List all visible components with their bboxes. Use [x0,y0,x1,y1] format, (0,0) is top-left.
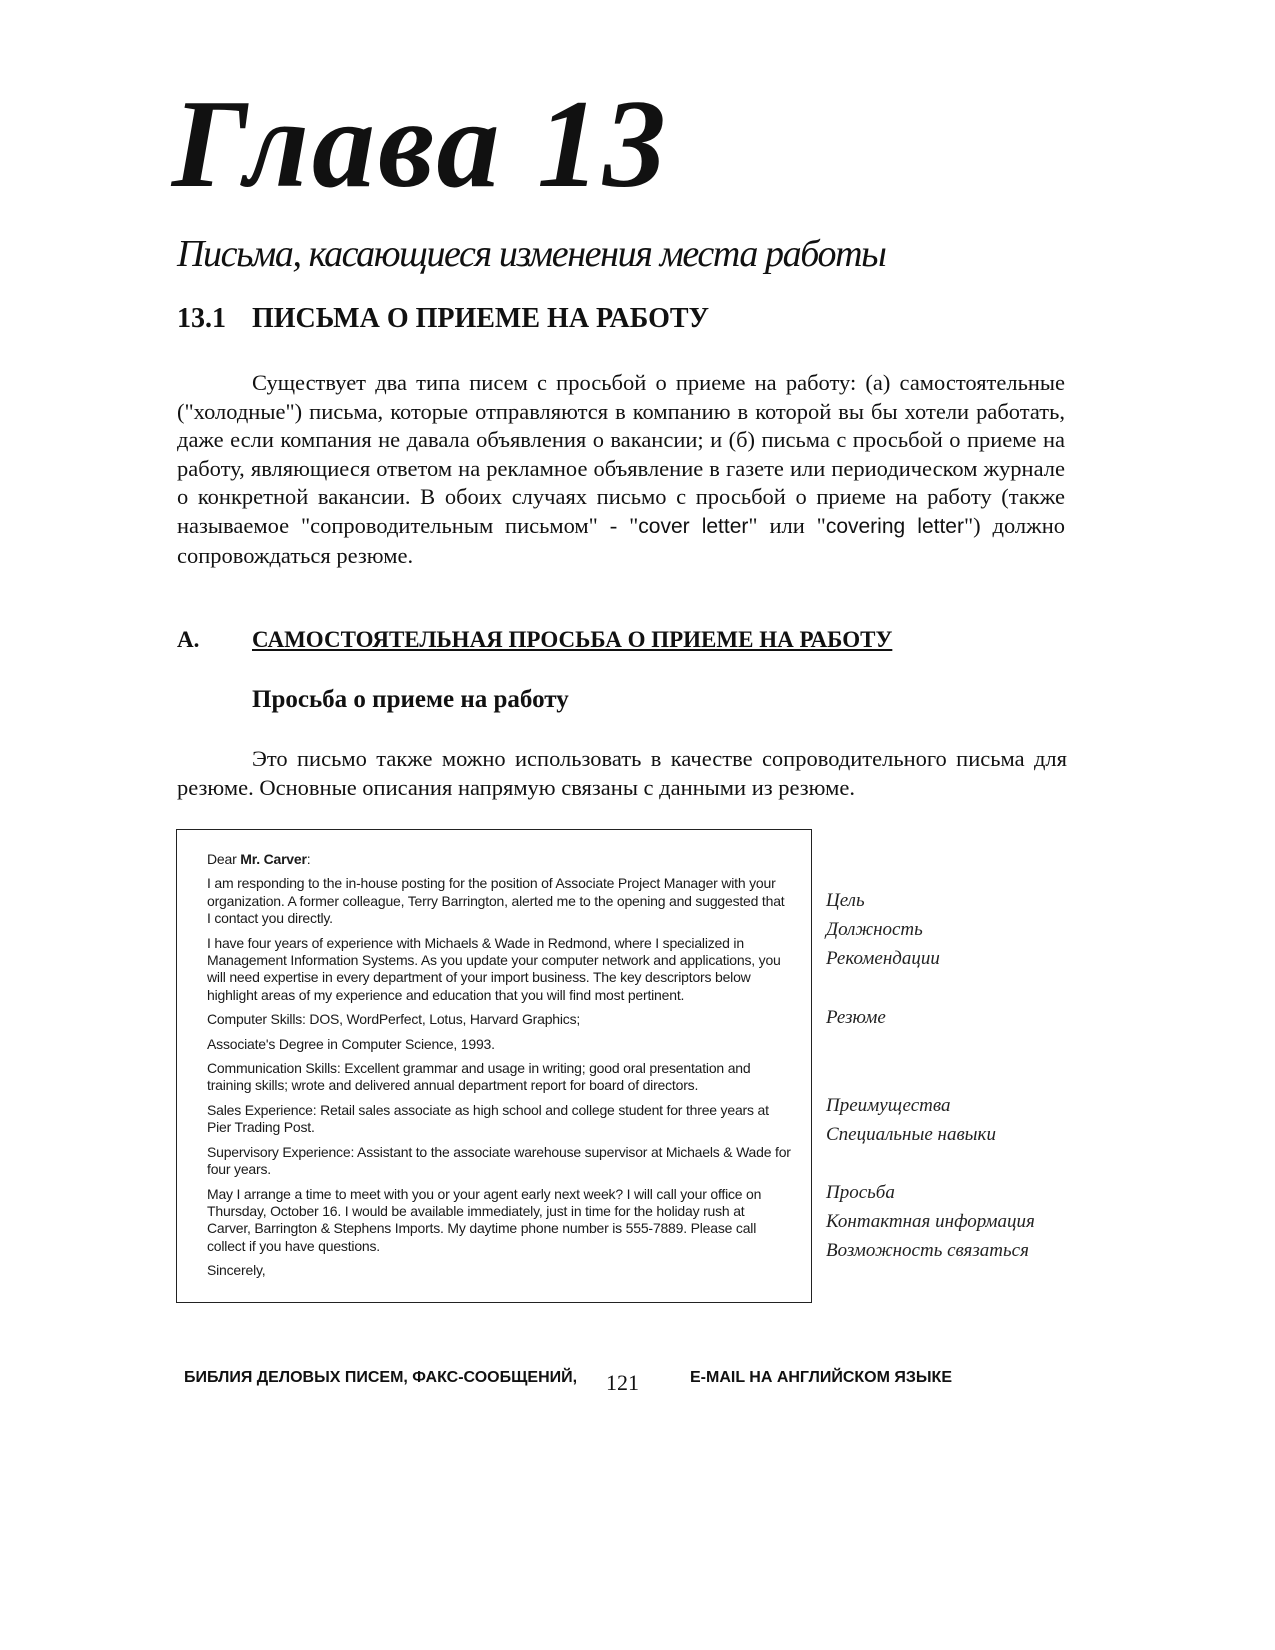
intro-text-between: " или " [748,512,826,538]
letter-salutation [207,851,791,868]
margin-note-contact-info: Контактная информация [826,1211,1035,1232]
salutation-prefix: Dear [207,851,241,867]
letter-paragraph-experience: I have four years of experience with Michaels & Wade in Redmond, where I specialized in Management Information Systems. As you update your computer network and applications, you will need expertise in every department of your import business. The key descriptors below highlight areas of my experience and education that you will find most pertinent. [207,934,781,1003]
margin-note-recommendations: Рекомендации [826,948,940,969]
subsection-letter: A. [177,627,200,652]
letter-paragraph-sales-experience: Sales Experience: Retail sales associate as high school and college student for three years at Pier Trading Post. [207,1101,769,1136]
letter-paragraph-degree: Associate's Degree in Computer Science, 1993. [207,1035,495,1052]
letter-paragraph-computer-skills: Computer Skills: DOS, WordPerfect, Lotus, Harvard Graphics; [207,1011,581,1028]
intro-text-end: ") должно сопровождаться резюме. [177,512,1065,568]
footer-right-title: E-MAIL НА АНГЛИЙСКОМ ЯЗЫКЕ [690,1369,952,1386]
letter-paragraph-purpose: I am responding to the in-house posting for the position of Associate Project Manager with your organization. A former colleague, Terry Barrington, alerted me to the opening and suggested that I contact you directly. [207,875,785,927]
section-number: 13.1 [177,303,226,334]
intro-paragraph [177,369,1065,570]
section-title: ПИСЬМА О ПРИЕМЕ НА РАБОТУ [252,303,710,334]
subsection-title: САМОСТОЯТЕЛЬНАЯ ПРОСЬБА О ПРИЕМЕ НА РАБОТУ [252,627,893,652]
footer-left-title: БИБЛИЯ ДЕЛОВЫХ ПИСЕМ, ФАКС-СООБЩЕНИЙ, [184,1369,578,1386]
salutation-name: Mr. Carver [240,851,307,867]
letter-intro-paragraph: Это письмо также можно использовать в качестве сопроводительного письма для резюме. Основные описания напрямую связаны с данными из резюме. [177,746,1067,800]
letter-paragraph-supervisory-experience: Supervisory Experience: Assistant to the associate warehouse supervisor at Michaels & Wade for four years. [207,1143,791,1178]
margin-note-special-skills: Специальные навыки [826,1124,996,1145]
letter-closing: Sincerely, [207,1262,266,1279]
letter-paragraph-communication-skills: Communication Skills: Excellent grammar and usage in writing; good oral presentation and training skills; wrote and delivered annual department report for board of directors. [207,1060,751,1094]
chapter-title: Глава 13 [172,75,669,214]
subsection-heading [177,627,892,653]
salutation-suffix: : [306,851,311,867]
margin-note-resume: Резюме [826,1007,886,1028]
margin-note-advantages: Преимущества [826,1095,951,1116]
chapter-subtitle: Письма, касающиеся изменения места работы [177,233,886,275]
letter-heading: Просьба о приеме на работу [252,686,569,713]
intro-text-main: Существует два типа писем с просьбой о приеме на работу: (а) самостоятельные ("холодные") письма, которые отправляются в компанию в которой вы бы хотели работать, даже если компания не давала объявления о вакансии; и (б) письма с просьбой о приеме на работу, являющиеся ответом на рекламное объявление в газете или периодическом журнале о конкретной вакансии. В обоих случаях письмо с просьбой о приеме на работу (также называемое "сопроводительным письмом" - " [177,370,1065,538]
letter-paragraph-request: May I arrange a time to meet with you or your agent early next week? I will call your office on Thursday, October 16. I would be available immediately, just in time for the holiday rush at Carver, Barrington & Stephens Imports. My daytime phone number is 555-7889. Please call collect if you have questions. [207,1185,762,1254]
margin-note-request: Просьба [826,1182,895,1203]
section-heading [177,303,709,335]
page-number: 121 [606,1370,639,1395]
margin-note-contact-possibility: Возможность связаться [826,1240,1029,1261]
intro-term-covering-letter: covering letter [825,514,964,538]
margin-note-purpose: Цель [826,890,865,911]
sample-letter-box [176,829,812,1303]
margin-note-position: Должность [826,919,923,940]
intro-term-cover-letter: cover letter [638,514,749,538]
